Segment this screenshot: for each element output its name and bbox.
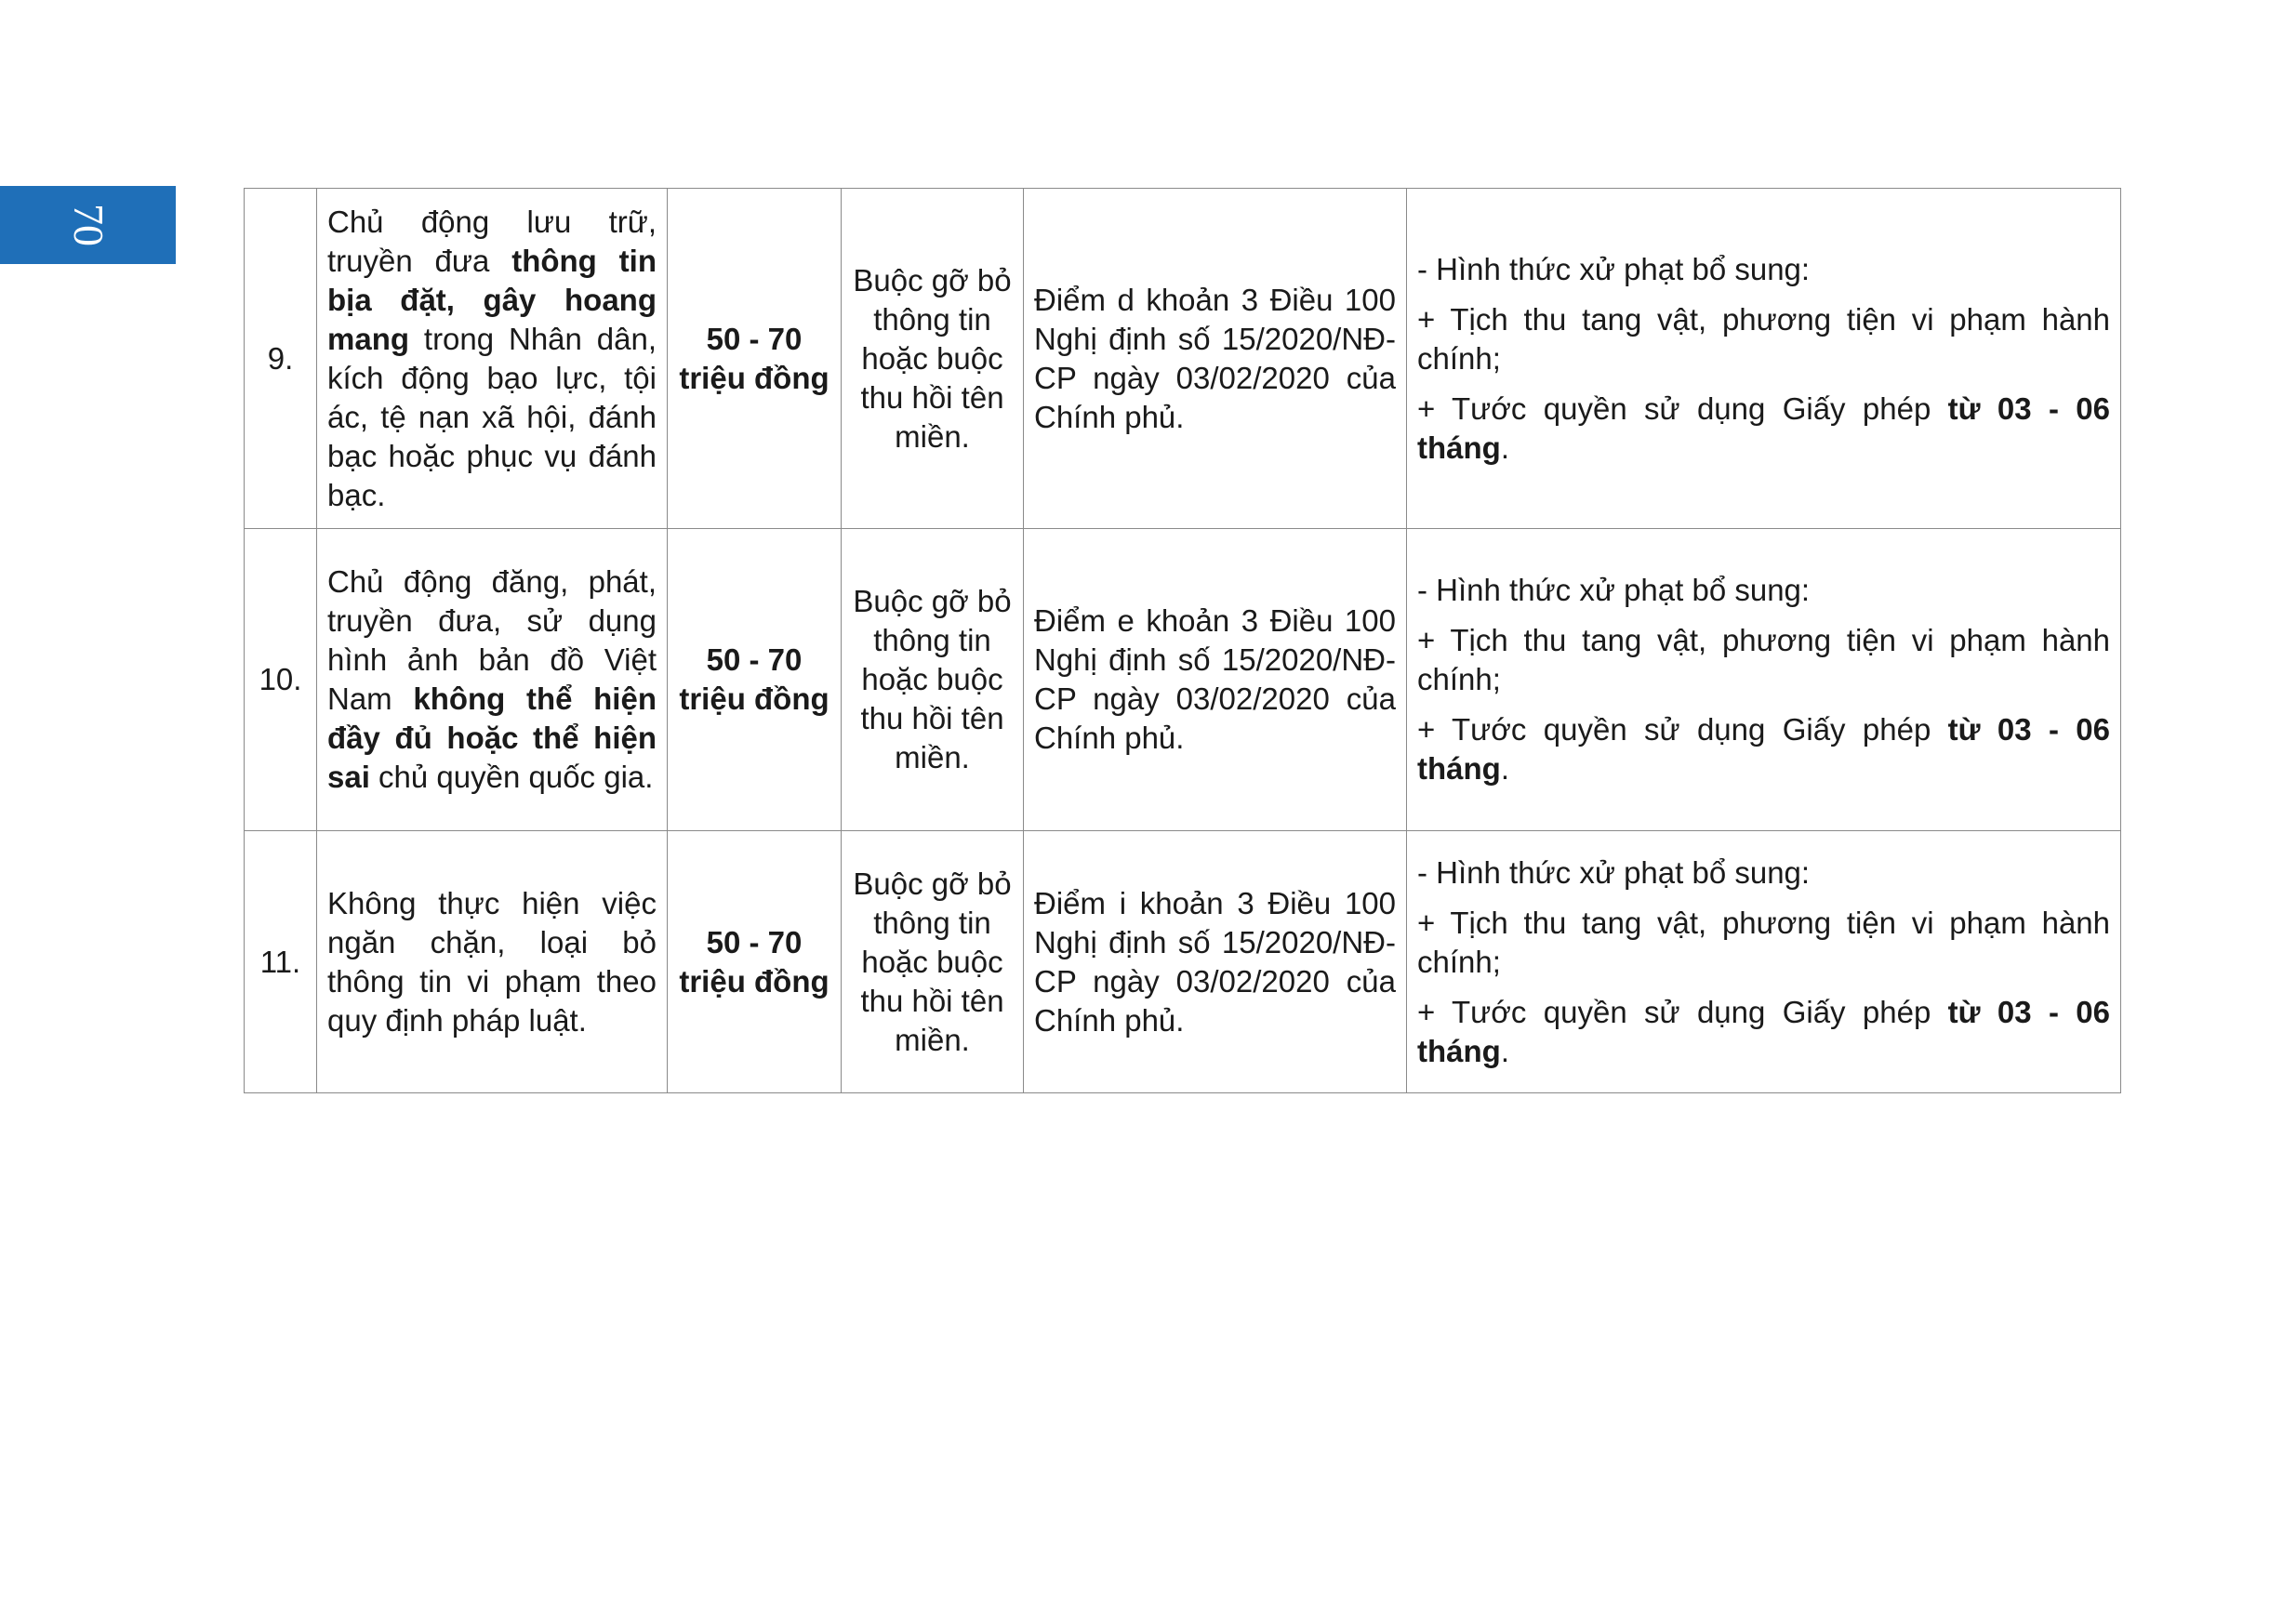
- fine-amount: 50 - 70 triệu đồng: [668, 529, 842, 831]
- sanction-period: từ 03 - 06 tháng: [1417, 390, 2110, 465]
- sanction-period: từ 03 - 06 tháng: [1417, 712, 2110, 786]
- violation-text: Chủ động đăng, phát, truyền đưa, sử dụng hình ảnh bản đồ Việt Nam: [327, 564, 657, 716]
- violation-bold-text: không thể hiện đầy đủ hoặc thể hiện sai: [327, 681, 657, 794]
- sanction-confiscation: + Tịch thu tang vật, phương tiện vi phạm hành chính;: [1417, 905, 2110, 979]
- additional-sanctions: [1407, 189, 2121, 529]
- remedial-measure: Buộc gỡ bỏ thông tin hoặc buộc thu hồi tên miền.: [842, 831, 1024, 1093]
- sanction-confiscation: + Tịch thu tang vật, phương tiện vi phạm hành chính;: [1417, 623, 2110, 696]
- sanction-heading: - Hình thức xử phạt bổ sung:: [1417, 573, 1811, 607]
- sanction-license-revocation: [1417, 993, 2110, 1071]
- table-row: [245, 189, 2121, 529]
- violation-description: [317, 831, 668, 1093]
- fine-amount: 50 - 70 triệu đồng: [668, 831, 842, 1093]
- legal-basis: Điểm d khoản 3 Điều 100 Nghị định số 15/2020/NĐ-CP ngày 03/02/2020 của Chính phủ.: [1024, 189, 1407, 529]
- table-row: [245, 529, 2121, 831]
- sanction-text: + Tước quyền sử dụng Giấy phép: [1417, 994, 1948, 1029]
- page-number-tab: [0, 186, 176, 264]
- violation-text: chủ quyền quốc gia.: [369, 760, 654, 794]
- row-number: 9.: [245, 189, 317, 529]
- violation-text: trong Nhân dân, kích động bạo lực, tội ác, tệ nạn xã hội, đánh bạc hoặc phục vụ đánh bạc.: [327, 321, 657, 512]
- legal-basis: Điểm e khoản 3 Điều 100 Nghị định số 15/2020/NĐ-CP ngày 03/02/2020 của Chính phủ.: [1024, 529, 1407, 831]
- remedial-measure: Buộc gỡ bỏ thông tin hoặc buộc thu hồi tên miền.: [842, 529, 1024, 831]
- row-number: 11.: [245, 831, 317, 1093]
- sanction-heading: - Hình thức xử phạt bổ sung:: [1417, 854, 1811, 890]
- violation-description: [317, 529, 668, 831]
- fine-amount: 50 - 70 triệu đồng: [668, 189, 842, 529]
- sanction-heading: - Hình thức xử phạt bổ sung:: [1417, 251, 1811, 286]
- sanction-license-revocation: [1417, 390, 2110, 468]
- sanction-end: .: [1500, 430, 1509, 465]
- additional-sanctions: [1407, 831, 2121, 1093]
- sanction-end: .: [1500, 1033, 1509, 1068]
- sanction-text: + Tước quyền sử dụng Giấy phép: [1417, 390, 1948, 426]
- remedial-measure: Buộc gỡ bỏ thông tin hoặc buộc thu hồi tên miền.: [842, 189, 1024, 529]
- violation-description: [317, 189, 668, 529]
- violation-bold-text: thông tin bịa đặt, gây hoang mang: [327, 243, 657, 356]
- sanction-end: .: [1500, 751, 1509, 786]
- violation-text: Không thực hiện việc ngăn chặn, loại bỏ thông tin vi phạm theo quy định pháp luật.: [327, 885, 657, 1038]
- row-number: 10.: [245, 529, 317, 831]
- sanction-period: từ 03 - 06 tháng: [1417, 994, 2110, 1068]
- legal-basis: Điểm i khoản 3 Điều 100 Nghị định số 15/2020/NĐ-CP ngày 03/02/2020 của Chính phủ.: [1024, 831, 1407, 1093]
- sanction-license-revocation: [1417, 710, 2110, 788]
- table-row: [245, 831, 2121, 1093]
- sanction-confiscation: + Tịch thu tang vật, phương tiện vi phạm hành chính;: [1417, 301, 2110, 376]
- additional-sanctions: [1407, 529, 2121, 831]
- violation-text: Chủ động lưu trữ, truyền đưa: [327, 204, 657, 278]
- page-number: 70: [64, 204, 113, 246]
- sanction-text: + Tước quyền sử dụng Giấy phép: [1417, 712, 1948, 747]
- penalty-table: [244, 188, 2121, 1093]
